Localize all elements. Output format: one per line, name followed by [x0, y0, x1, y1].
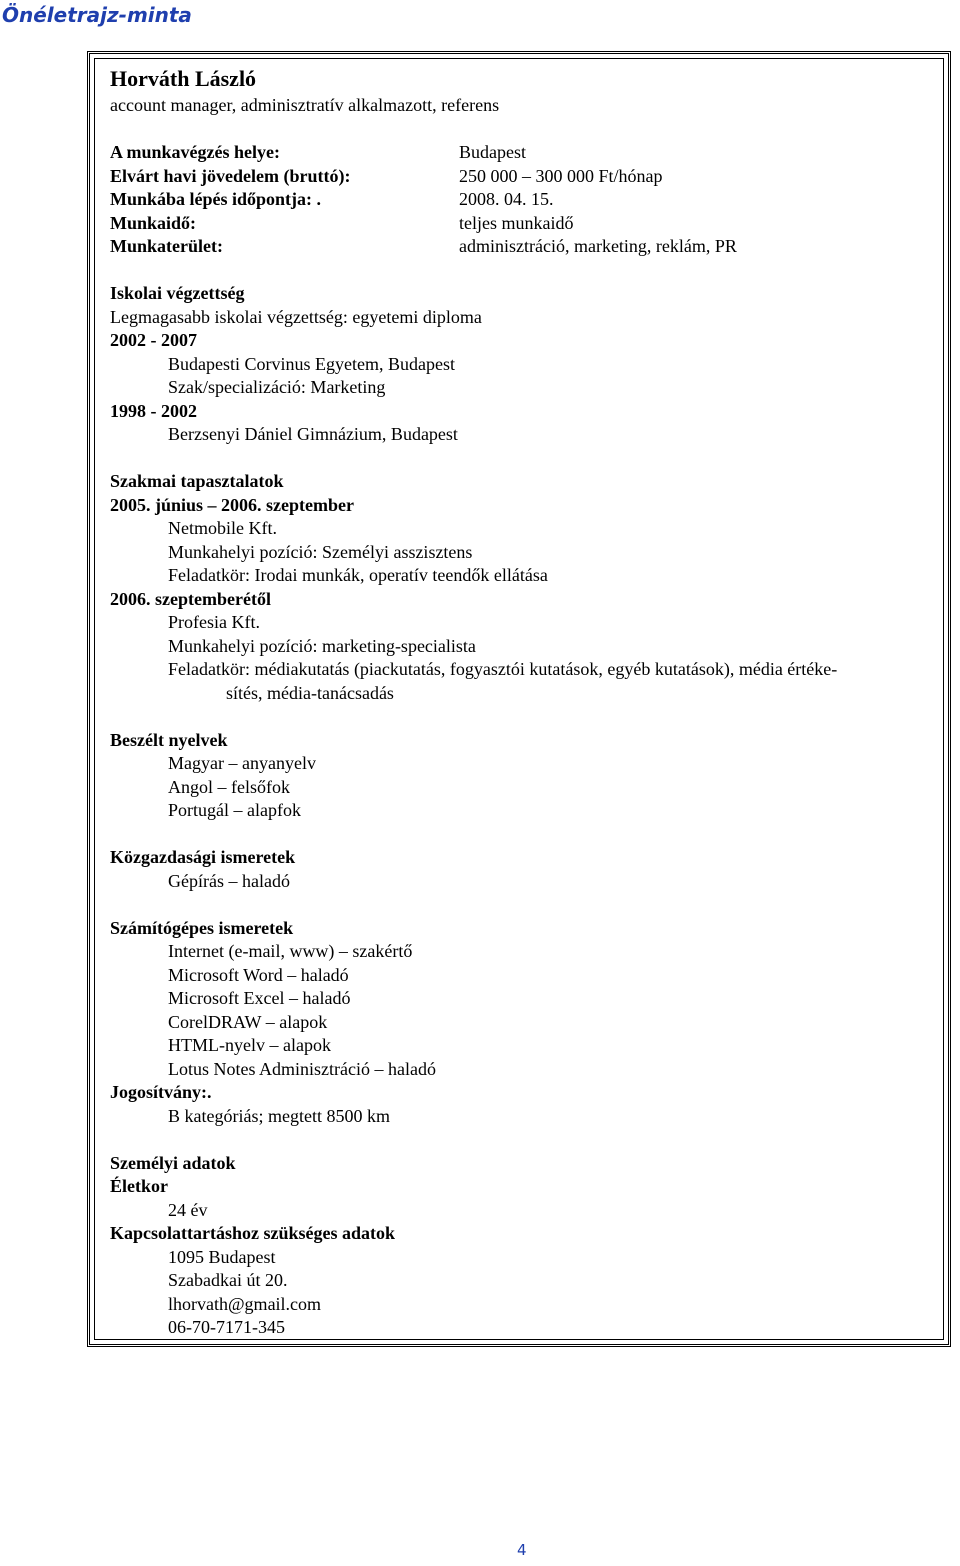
cv-content [110, 64, 940, 1340]
education-highest: Legmagasabb iskolai végzettség: egyetemi diploma [110, 306, 482, 327]
job-position: Munkahelyi pozíció: marketing-specialista [168, 635, 476, 656]
page-number: 4 [517, 1541, 527, 1559]
language-item: Magyar – anyanyelv [168, 753, 316, 773]
job-period-end: 2006. szeptember [221, 494, 355, 515]
job-company: Profesia Kft. [168, 612, 260, 632]
info-label: Munkaterület: [110, 236, 223, 256]
job-period [110, 494, 940, 518]
document-title: Önéletrajz-minta [2, 3, 192, 27]
job-duties-continued: sítés, média-tanácsadás [226, 682, 394, 703]
license-heading: Jogosítvány:. [110, 1082, 212, 1102]
info-row-working-hours [110, 212, 940, 236]
job-period: 2006. szeptemberétől [110, 588, 271, 609]
language-item: Angol – felsőfok [168, 776, 290, 797]
info-row-field [110, 235, 940, 259]
job-position: Munkahelyi pozíció: Személyi asszisztens [168, 541, 473, 562]
education-school: Budapesti Corvinus Egyetem, Budapest [168, 353, 455, 374]
age-heading: Életkor [110, 1176, 168, 1196]
computer-item: HTML-nyelv – alapok [168, 1035, 331, 1055]
info-row-salary [110, 165, 940, 189]
computer-item: Microsoft Excel – haladó [168, 988, 351, 1008]
languages-heading: Beszélt nyelvek [110, 729, 228, 750]
info-label: Elvárt havi jövedelem (bruttó): [110, 165, 351, 186]
contact-heading: Kapcsolattartáshoz szükséges adatok [110, 1223, 396, 1243]
info-value: 2008. 04. 15. [459, 189, 554, 209]
info-label: Munkába lépés időpontja: . [110, 189, 322, 209]
economics-item: Gépírás – haladó [168, 870, 290, 891]
contact-phone: 06-70-7171-345 [168, 1317, 285, 1337]
education-period: 2002 - 2007 [110, 330, 197, 350]
computer-item: Internet (e-mail, www) – szakértő [168, 941, 413, 961]
license-value: B kategóriás; megtett 8500 km [168, 1105, 390, 1126]
job-period-start: 2005. június [110, 494, 204, 515]
experience-heading: Szakmai tapasztalatok [110, 471, 284, 491]
personal-heading: Személyi adatok [110, 1152, 236, 1173]
computer-heading: Számítógépes ismeretek [110, 917, 294, 938]
job-duties: Feladatkör: Irodai munkák, operatív teendők ellátása [168, 565, 548, 585]
info-row-start-date [110, 188, 940, 212]
age-value: 24 év [168, 1199, 208, 1220]
education-heading: Iskolai végzettség [110, 283, 245, 303]
education-school: Berzsenyi Dániel Gimnázium, Budapest [168, 424, 458, 444]
info-value: Budapest [459, 142, 526, 162]
candidate-name: Horváth László [110, 66, 257, 91]
job-period-dash: – [207, 494, 217, 515]
info-value: teljes munkaidő [459, 212, 574, 233]
contact-item: Szabadkai út 20. [168, 1270, 288, 1290]
education-specialization: Szak/specializáció: Marketing [168, 377, 386, 397]
job-duties: Feladatkör: médiakutatás (piackutatás, fogyasztói kutatások, egyéb kutatások), média értéke- [168, 659, 838, 679]
contact-item: 1095 Budapest [168, 1246, 276, 1267]
info-value: 250 000 – 300 000 Ft/hónap [459, 165, 663, 186]
info-row-location [110, 141, 940, 165]
contact-email: lhorvath@gmail.com [168, 1293, 322, 1314]
language-item: Portugál – alapfok [168, 800, 301, 820]
job-company: Netmobile Kft. [168, 518, 277, 538]
education-period: 1998 - 2002 [110, 400, 197, 421]
info-label: A munkavégzés helye: [110, 142, 280, 162]
info-label: Munkaidő: [110, 212, 197, 233]
computer-item: CorelDRAW – alapok [168, 1011, 328, 1032]
economics-heading: Közgazdasági ismeretek [110, 847, 296, 867]
info-value: adminisztráció, marketing, reklám, PR [459, 236, 737, 256]
computer-item: Lotus Notes Adminisztráció – haladó [168, 1058, 436, 1079]
computer-item: Microsoft Word – haladó [168, 964, 349, 985]
candidate-subtitle: account manager, adminisztratív alkalmazott, referens [110, 95, 500, 115]
